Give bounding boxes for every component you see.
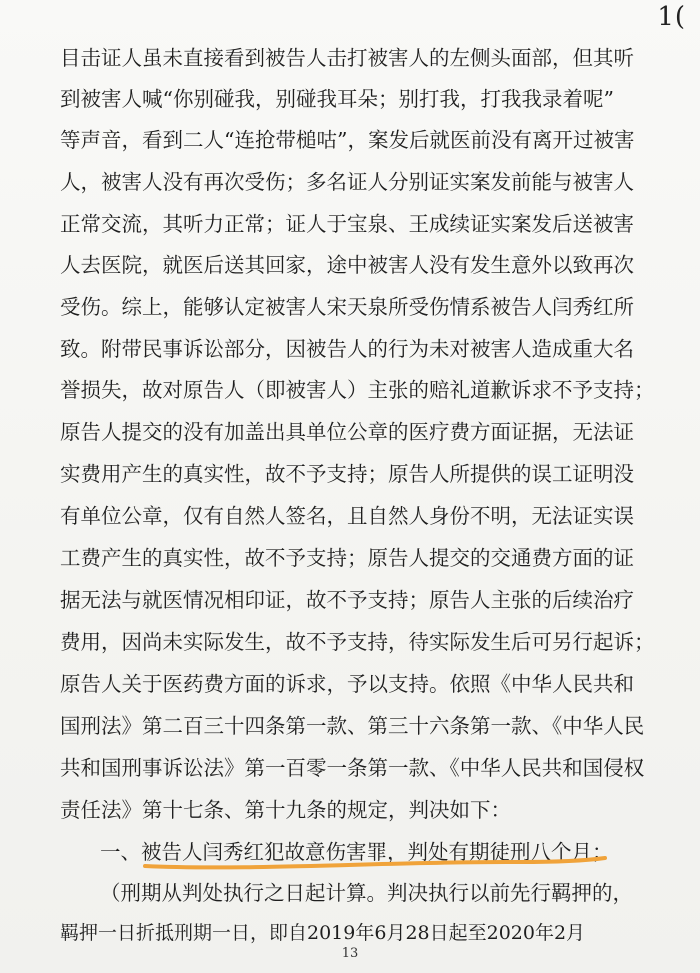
text-line: 人，被害人没有再次受伤；多名证人分别证实案发前能与被害人 <box>60 170 634 194</box>
text-line: 目击证人虽未直接看到被告人击打被害人的左侧头面部，但其听 <box>60 46 634 70</box>
text-line: 羁押一日折抵刑期一日，即自2019年6月28日起至2020年2月 <box>60 922 586 944</box>
text-line: 致。附带民事诉讼部分，因被告人的行为未对被害人造成重大名 <box>60 337 634 361</box>
text-line: 责任法》第十七条、第十九条的规定，判决如下： <box>60 798 511 822</box>
text-line: 等声音，看到二人“连抢带槌咕”，案发后就医前没有离开过被害 <box>60 128 635 152</box>
text-line: 到被害人喊“你别碰我，别碰我耳朵；别打我，打我我录着呢” <box>60 87 614 111</box>
verdict-line: 一、被告人闫秀红犯故意伤害罪，判处有期徒刑八个月； <box>100 840 613 864</box>
text-line: 原告人提交的没有加盖出具单位公章的医疗费方面证据，无法证 <box>60 420 634 444</box>
text-line: 工费产生的真实性，故不予支持；原告人提交的交通费方面的证 <box>60 546 634 570</box>
text-line: 正常交流，其听力正常；证人于宝泉、王成续证实案发后送被害 <box>60 212 634 236</box>
text-line: 实费用产生的真实性，故不予支持；原告人所提供的误工证明没 <box>60 462 634 486</box>
page-corner-number: 1( <box>657 2 686 32</box>
text-line: 费用，因尚未实际发生，故不予支持，待实际发生后可另行起诉； <box>60 630 655 654</box>
text-line: 受伤。综上，能够认定被害人宋天泉所受伤情系被告人闫秀红所 <box>60 295 634 319</box>
page-footer-number: 13 <box>341 946 359 961</box>
text-line: 有单位公章，仅有自然人签名，且自然人身份不明，无法证实误 <box>60 504 634 528</box>
text-line: 誉损失，故对原告人（即被害人）主张的赔礼道歉诉求不予支持； <box>60 378 655 402</box>
text-line: 共和国刑事诉讼法》第一百零一条第一款、《中华人民共和国侵权 <box>60 756 645 780</box>
text-line: 人去医院，就医后送其回家，途中被害人没有发生意外以致再次 <box>60 253 634 277</box>
text-line: 原告人关于医药费方面的诉求，予以支持。依照《中华人民共和 <box>60 672 634 696</box>
text-line: （刑期从判处执行之日起计算。判决执行以前先行羁押的， <box>100 881 633 905</box>
text-line: 国刑法》第二百三十四条第一款、第三十六条第一款、《中华人民 <box>60 714 645 738</box>
text-line: 据无法与就医情况相印证，故不予支持；原告人主张的后续治疗 <box>60 588 634 612</box>
